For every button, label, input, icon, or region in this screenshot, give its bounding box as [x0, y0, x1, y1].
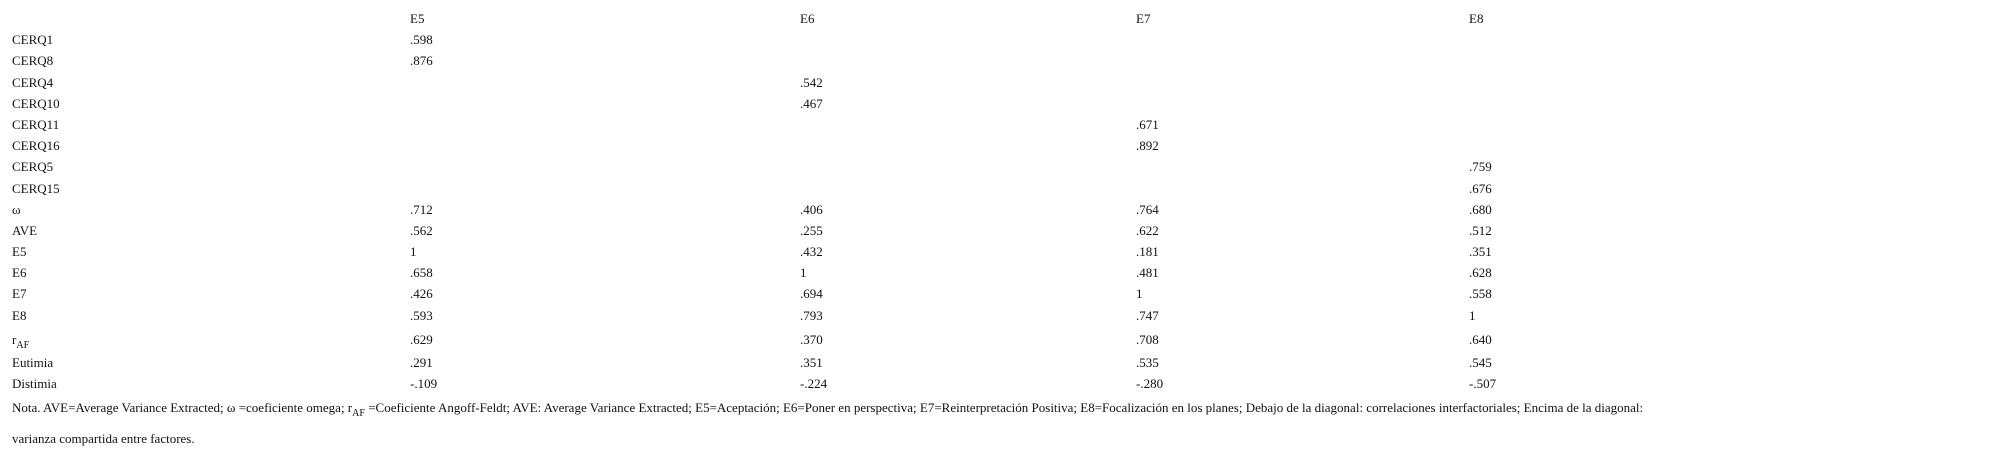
- table-cell: .181: [1136, 244, 1159, 260]
- table-cell: .598: [410, 32, 433, 48]
- row-label: Distimia: [12, 376, 57, 391]
- header-cell-e8: E8: [1469, 11, 1484, 26]
- table-cell: .676: [1469, 180, 1492, 196]
- row-label: ω: [12, 201, 21, 217]
- table-cell: .291: [410, 354, 433, 370]
- table-cell: .640: [1469, 331, 1492, 347]
- row-label: CERQ1: [12, 32, 54, 48]
- table-cell: .628: [1469, 265, 1492, 281]
- row-label: Eutimia: [12, 354, 54, 370]
- table-tail: [12, 352, 1812, 394]
- row-label: CERQ4: [12, 74, 54, 90]
- table-cell: .708: [1136, 331, 1159, 347]
- table-cell: .558: [1469, 286, 1492, 302]
- results-table: [12, 8, 1812, 394]
- table-cell: -.280: [1136, 376, 1164, 391]
- table-cell: .694: [800, 286, 823, 302]
- row-label: CERQ11: [12, 116, 60, 132]
- table-cell: .680: [1469, 201, 1492, 217]
- table-cell: .759: [1469, 159, 1492, 175]
- table-cell: .593: [410, 307, 433, 323]
- table-note: [12, 395, 1812, 451]
- table-row: [12, 241, 1812, 262]
- table-cell: .481: [1136, 265, 1159, 281]
- table-row: [12, 135, 1812, 156]
- table-cell: .892: [1136, 138, 1159, 154]
- row-label: CERQ15: [12, 180, 60, 196]
- row-label: AVE: [12, 222, 38, 238]
- table-cell: 1: [800, 265, 807, 281]
- table-cell: -.224: [800, 376, 828, 391]
- table-cell: .406: [800, 201, 823, 217]
- row-label: E7: [12, 286, 27, 302]
- table-cell: 1: [410, 244, 417, 260]
- row-label: CERQ8: [12, 53, 54, 69]
- table-row-raf: [12, 326, 1812, 352]
- table-row: [12, 156, 1812, 177]
- table-body: [12, 29, 1812, 326]
- table-row: [12, 262, 1812, 283]
- note-text-part1: Nota. AVE=Average Variance Extracted; ω =coeficiente omega; r: [12, 400, 353, 415]
- table-row: [12, 283, 1812, 304]
- note-line-1: [12, 395, 1812, 426]
- table-row: [12, 114, 1812, 135]
- row-label: E6: [12, 265, 27, 281]
- row-label: CERQ10: [12, 95, 60, 111]
- table-cell: .432: [800, 244, 823, 260]
- raf-label-sub: AF: [16, 339, 30, 351]
- table-cell: .562: [410, 222, 433, 238]
- header-cell-e5: E5: [410, 11, 425, 26]
- note-sub: AF: [352, 408, 365, 419]
- table-row: [12, 373, 1812, 394]
- table-row: [12, 199, 1812, 220]
- table-header-row: [12, 8, 1812, 29]
- header-cell-e7: E7: [1136, 11, 1151, 26]
- table-cell: .671: [1136, 116, 1159, 132]
- table-cell: .351: [800, 354, 823, 370]
- note-line-2: varianza compartida entre factores.: [12, 431, 195, 446]
- table-cell: .535: [1136, 354, 1159, 370]
- table-cell: .712: [410, 201, 433, 217]
- table-cell: .622: [1136, 222, 1159, 238]
- row-label: E5: [12, 244, 27, 260]
- note-text-part2: =Coeficiente Angoff-Feldt; AVE: Average Variance Extracted; E5=Aceptación; E6=Poner en perspectiva; E7=Reinterpretación Positiva; E8=Focalización en los planes; Debajo de la diagonal: correlaciones interfactoriales; Encima de la diagonal:: [364, 400, 1644, 415]
- row-label: E8: [12, 307, 27, 323]
- header-cell-e6: E6: [800, 11, 815, 26]
- table-cell: .370: [800, 331, 823, 347]
- table-row: [12, 93, 1812, 114]
- table-row: [12, 178, 1812, 199]
- table-cell: .467: [800, 95, 823, 111]
- table-row: [12, 72, 1812, 93]
- table-cell: -.507: [1469, 376, 1497, 391]
- table-cell: .545: [1469, 354, 1492, 370]
- table-row: [12, 50, 1812, 71]
- table-cell: .658: [410, 265, 433, 281]
- table-cell: 1: [1469, 307, 1476, 323]
- row-label: CERQ5: [12, 159, 54, 175]
- table-cell: .629: [410, 331, 433, 347]
- table-cell: .793: [800, 307, 823, 323]
- table-row: [12, 305, 1812, 326]
- raf-label-main: r: [12, 331, 17, 347]
- table-cell: .426: [410, 286, 433, 302]
- table-cell: .351: [1469, 244, 1492, 260]
- table-cell: .542: [800, 74, 823, 90]
- table-cell: .255: [800, 222, 823, 238]
- table-cell: .747: [1136, 307, 1159, 323]
- table-cell: .512: [1469, 222, 1492, 238]
- table-row: [12, 352, 1812, 373]
- table-cell: 1: [1136, 286, 1143, 302]
- table-row: [12, 29, 1812, 50]
- table-row: [12, 220, 1812, 241]
- row-label: CERQ16: [12, 138, 60, 154]
- table-cell: -.109: [410, 376, 438, 391]
- table-cell: .764: [1136, 201, 1159, 217]
- table-cell: .876: [410, 53, 433, 69]
